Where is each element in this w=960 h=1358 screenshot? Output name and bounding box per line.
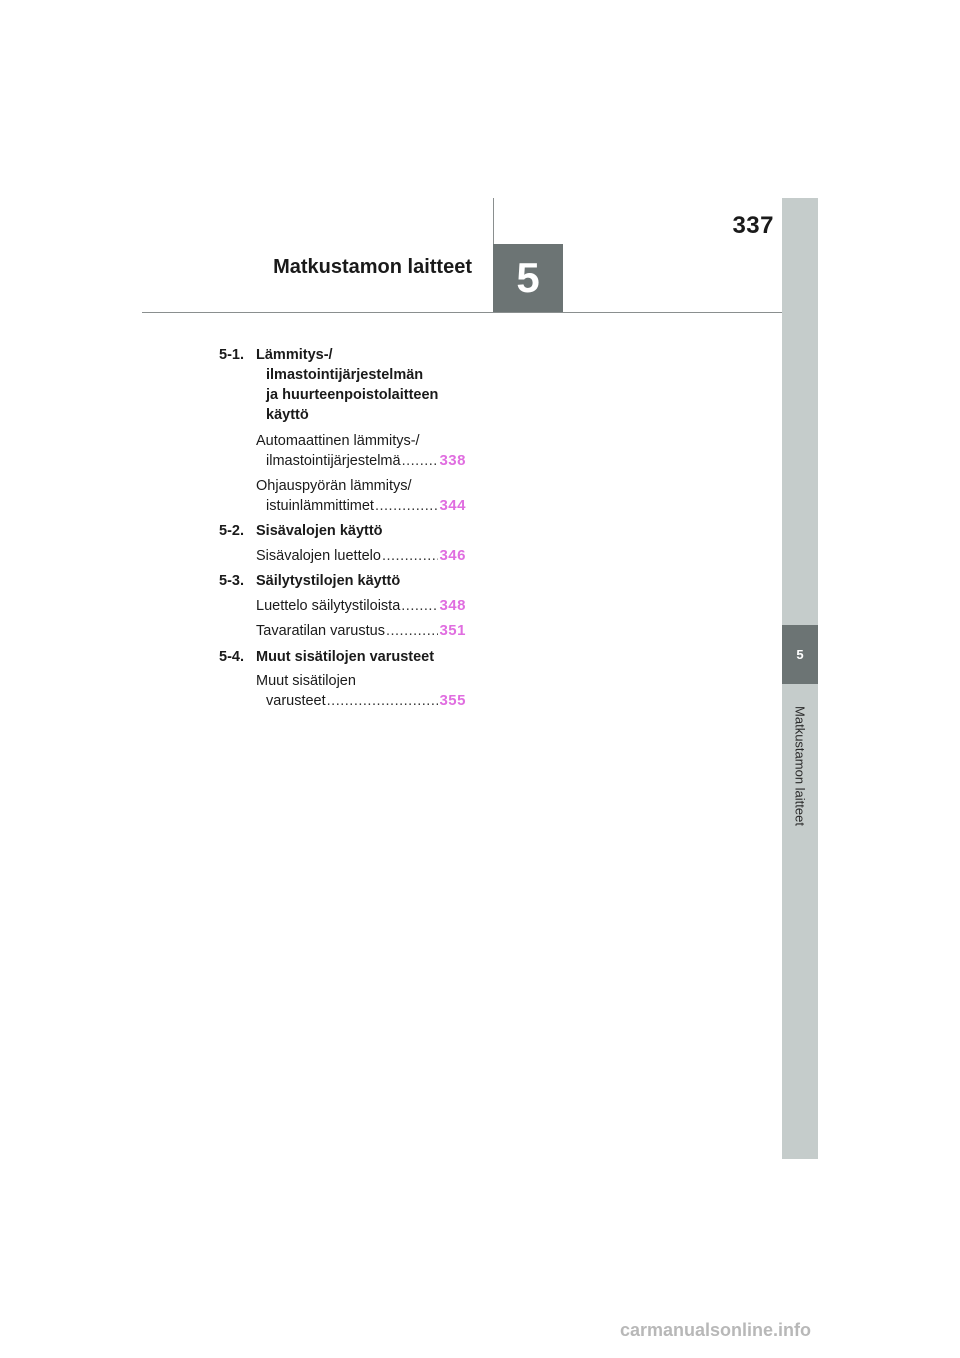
watermark: carmanualsonline.info [620,1320,812,1340]
side-tab-label: Matkustamon laitteet [792,706,808,826]
entry-page-link[interactable]: 346 [439,547,466,564]
section-title-line[interactable]: Lämmitys-/ [256,347,333,363]
entry-text-line[interactable]: Automaattinen lämmitys-/ [256,433,420,449]
entry-page-link[interactable]: 344 [439,497,466,514]
dot-leader [375,497,439,515]
entry-text: istuinlämmittimet [266,498,374,514]
chapter-title: Matkustamon laitteet [273,256,472,278]
section-title-line[interactable]: ilmastointijärjestelmän [266,367,424,383]
side-tab-number: 5 [796,647,804,662]
toc-entry[interactable] [266,692,466,710]
section-title[interactable]: Sisävalojen käyttö [256,523,383,539]
dot-leader [401,597,438,615]
toc-entry[interactable] [256,597,466,615]
entry-text-line[interactable]: Ohjauspyörän lämmitys/ [256,478,412,494]
section-title[interactable]: Muut sisätilojen varusteet [256,649,435,665]
entry-text-line[interactable]: Muut sisätilojen [256,673,356,689]
toc-entry[interactable] [266,497,466,515]
entry-page-link[interactable]: 351 [439,622,466,639]
section-title[interactable]: Säilytystilojen käyttö [256,573,401,589]
section-number: 5-3. [219,573,244,589]
entry-text: ilmastointijärjestelmä [266,453,401,469]
dot-leader [402,452,439,470]
side-tab[interactable] [782,625,818,684]
dot-leader [327,692,439,710]
section-number: 5-2. [219,523,244,539]
entry-text: Luettelo säilytystiloista [256,598,401,614]
entry-page-link[interactable]: 355 [439,692,466,709]
entry-page-link[interactable]: 348 [439,597,466,614]
entry-page-link[interactable]: 338 [439,452,466,469]
dot-leader [382,547,439,565]
entry-text: Tavaratilan varustus [256,623,385,639]
dot-leader [386,622,439,640]
toc-entry[interactable] [256,547,466,565]
section-title-line[interactable]: käyttö [266,407,309,423]
section-number: 5-1. [219,347,244,363]
toc-entry[interactable] [256,622,466,640]
entry-text: Sisävalojen luettelo [256,548,381,564]
section-title-line[interactable]: ja huurteenpoistolaitteen [266,387,439,403]
page-number: 337 [732,212,774,239]
toc-entry[interactable] [266,452,466,470]
chapter-number: 5 [516,254,540,301]
entry-text: varusteet [266,693,326,709]
section-number: 5-4. [219,649,244,665]
